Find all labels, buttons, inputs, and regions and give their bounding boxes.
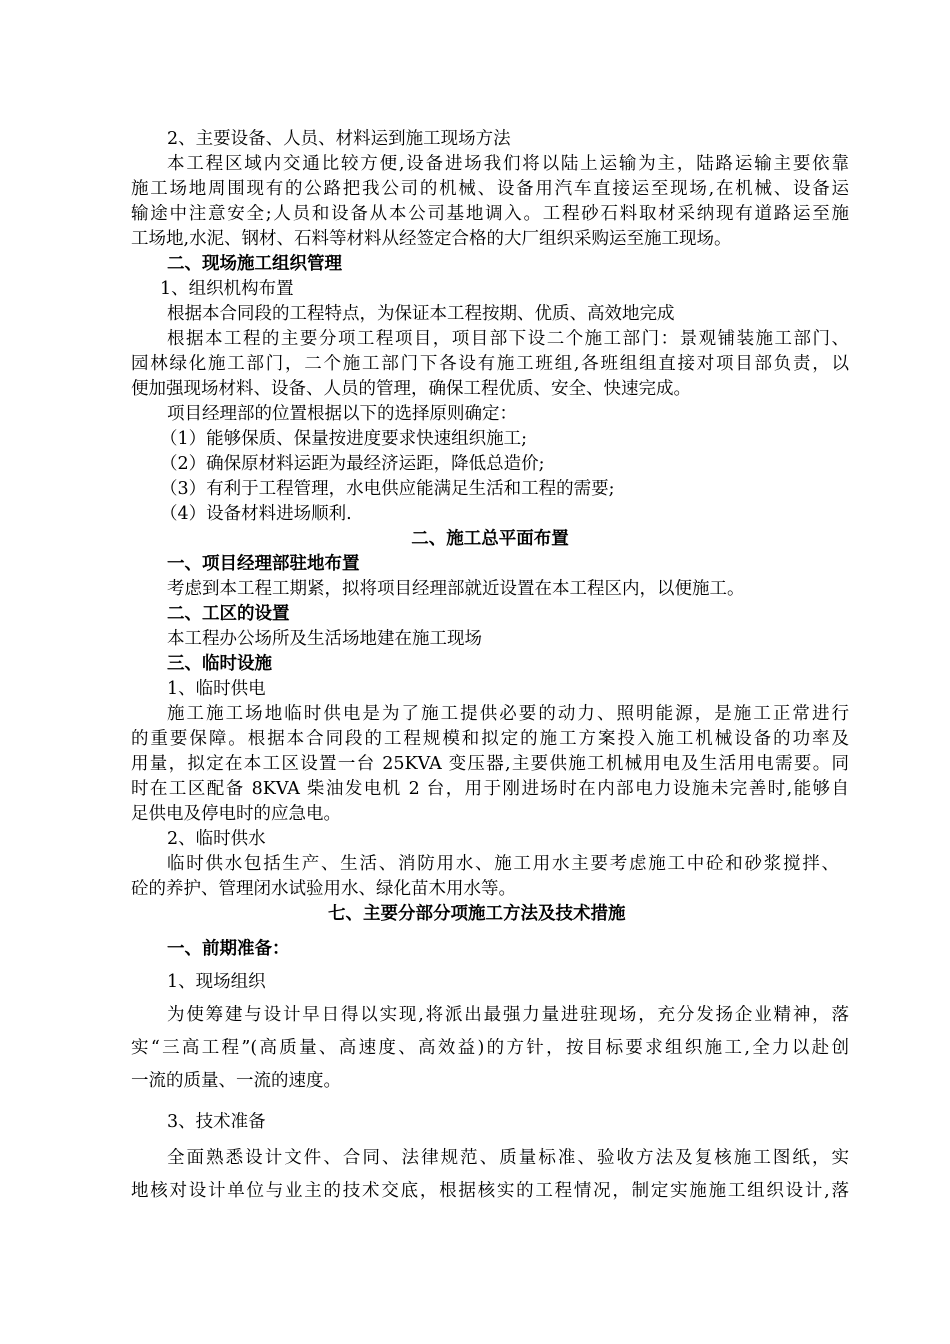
text-line: 为使筹建与设计早日得以实现,将派出最强力量进驻现场，充分发扬企业精神，落 (167, 1005, 849, 1025)
text-line: 输途中注意安全;人员和设备从本公司基地调入。工程砂石料取材采纳现有道路运至施 (131, 204, 849, 224)
text-line: 根据本工程的主要分项工程项目，项目部下设二个施工部门：景观铺装施工部门、 (167, 329, 849, 349)
text-line: 临时供水包括生产、生活、消防用水、施工用水主要考虑施工中砼和砂浆搅拌、 (167, 854, 839, 874)
text-line: 用量，拟定在本工区设置一台 25KVA 变压器,主要供施工机械用电及生活用电需要。同 (131, 754, 849, 774)
text-line: 1、临时供电 (167, 679, 266, 699)
text-line: 时在工区配备 8KVA 柴油发电机 2 台，用于刚进场时在内部电力设施未完善时,能够自 (131, 779, 849, 799)
chapter-title: 二、施工总平面布置 (411, 529, 569, 549)
text-line: 足供电及停电时的应急电。 (131, 804, 341, 824)
section-heading: 二、现场施工组织管理 (167, 254, 342, 274)
text-line: 2、临时供水 (167, 829, 266, 849)
section-heading: 一、项目经理部驻地布置 (167, 554, 360, 574)
text-line: 地核对设计单位与业主的技术交底，根据核实的工程情况，制定实施施工组织设计,落 (131, 1181, 849, 1201)
text-line: 项目经理部的位置根据以下的选择原则确定： (167, 404, 517, 424)
list-item: （3）有利于工程管理，水电供应能满足生活和工程的需要; (160, 479, 615, 499)
list-item: （4）设备材料进场顺利. (160, 504, 352, 524)
text-line: 工场地,水泥、钢材、石料等材料从经签定合格的大厂组织采购运至施工现场。 (131, 229, 732, 249)
text-line: 2、主要设备、人员、材料运到施工现场方法 (167, 129, 511, 149)
section-heading: 三、临时设施 (167, 654, 272, 674)
text-line: 实“三高工程”(高质量、高速度、高效益)的方针，按目标要求组织施工,全力以赴创 (131, 1038, 849, 1058)
text-line: 1、现场组织 (167, 972, 266, 992)
text-line: 园林绿化施工部门，二个施工部门下各设有施工班组,各班组组直接对项目部负责，以 (131, 354, 849, 374)
section-heading: 一、前期准备： (167, 939, 290, 959)
text-line: 一流的质量、一流的速度。 (131, 1071, 341, 1091)
list-item: （1）能够保质、保量按进度要求快速组织施工; (160, 429, 528, 449)
text-line: 施工施工场地临时供电是为了施工提供必要的动力、照明能源，是施工正常进行 (167, 704, 849, 724)
text-line: 根据本合同段的工程特点，为保证本工程按期、优质、高效地完成 (167, 304, 675, 324)
text-line: 3、技术准备 (167, 1112, 266, 1132)
text-line: 1、组织机构布置 (160, 279, 294, 299)
text-line: 全面熟悉设计文件、合同、法律规范、质量标准、验收方法及复核施工图纸，实 (167, 1148, 849, 1168)
list-item: （2）确保原材料运距为最经济运距，降低总造价; (160, 454, 545, 474)
text-line: 考虑到本工程工期紧，拟将项目经理部就近设置在本工程区内，以便施工。 (167, 579, 745, 599)
chapter-title: 七、主要分部分项施工方法及技术措施 (328, 904, 626, 924)
text-line: 本工程区域内交通比较方便,设备进场我们将以陆上运输为主，陆路运输主要依靠 (167, 154, 849, 174)
text-line: 施工场地周围现有的公路把我公司的机械、设备用汽车直接运至现场,在机械、设备运 (131, 179, 849, 199)
text-line: 砼的养护、管理闭水试验用水、绿化苗木用水等。 (131, 879, 516, 899)
text-line: 便加强现场材料、设备、人员的管理，确保工程优质、安全、快速完成。 (131, 379, 691, 399)
text-line: 本工程办公场所及生活场地建在施工现场 (167, 629, 482, 649)
section-heading: 二、工区的设置 (167, 604, 290, 624)
text-line: 的重要保障。根据本合同段的工程规模和拟定的施工方案投入施工机械设备的功率及 (131, 729, 849, 749)
